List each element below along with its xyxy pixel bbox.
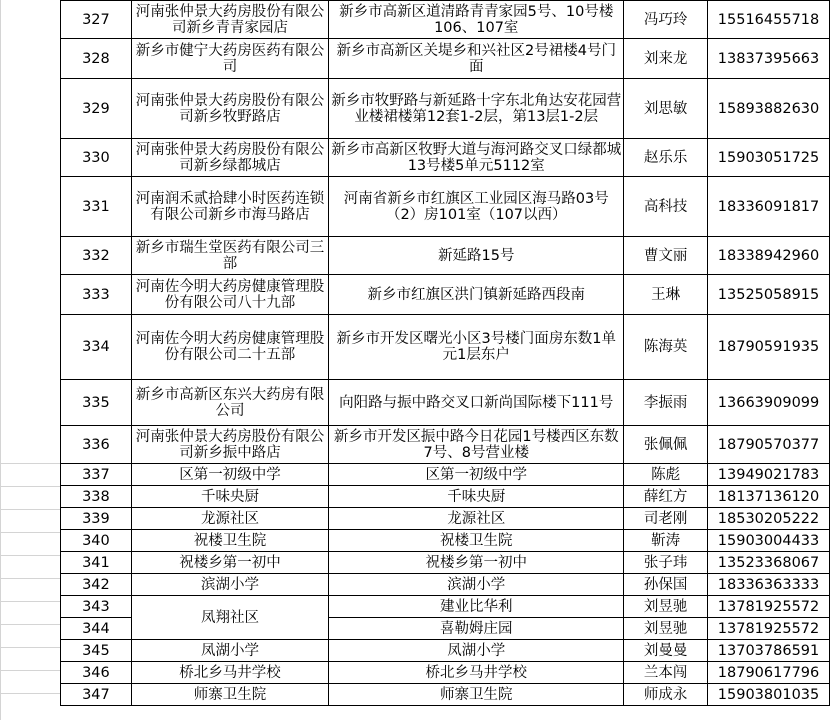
- cell-address[interactable]: 滨湖小学: [329, 574, 624, 596]
- gridline: [0, 578, 60, 579]
- cell-address[interactable]: 区第一初级中学: [329, 464, 624, 486]
- cell-phone[interactable]: 18790591935: [708, 315, 830, 380]
- cell-phone[interactable]: 13525058915: [708, 275, 830, 315]
- gridline: [0, 555, 60, 556]
- cell-phone[interactable]: 13781925572: [708, 618, 830, 640]
- table-row: [61, 275, 830, 315]
- cell-phone[interactable]: 15903004433: [708, 530, 830, 552]
- cell-name[interactable]: 河南润禾贰拾肆小时医药连锁有限公司新乡市海马路店: [131, 177, 328, 237]
- cell-name[interactable]: 河南佐今明大药房健康管理股份有限公司八十九部: [131, 275, 328, 315]
- cell-address[interactable]: 龙源社区: [329, 508, 624, 530]
- cell-contact[interactable]: 孙保国: [624, 574, 708, 596]
- cell-contact[interactable]: 冯巧玲: [624, 1, 708, 39]
- table-row: [61, 508, 830, 530]
- cell-phone[interactable]: 18336091817: [708, 177, 830, 237]
- cell-name[interactable]: 祝楼乡第一初中: [131, 552, 328, 574]
- cell-number[interactable]: 343: [61, 596, 132, 618]
- cell-contact[interactable]: 司老刚: [624, 508, 708, 530]
- cell-number[interactable]: 330: [61, 139, 132, 177]
- cell-address[interactable]: 凤湖小学: [329, 640, 624, 662]
- cell-address[interactable]: 河南省新乡市红旗区工业园区海马路03号（2）房101室（107以西）: [329, 177, 624, 237]
- cell-number[interactable]: 346: [61, 662, 132, 684]
- cell-number[interactable]: 328: [61, 39, 132, 79]
- cell-name[interactable]: 桥北乡马井学校: [131, 662, 328, 684]
- cell-phone[interactable]: 18338942960: [708, 237, 830, 275]
- cell-address[interactable]: 千味央厨: [329, 486, 624, 508]
- cell-contact[interactable]: 李振雨: [624, 380, 708, 426]
- table-row: [61, 380, 830, 426]
- cell-address[interactable]: 新乡市牧野路与新延路十字东北角达安花园营业楼裙楼第12套1-2层，第13层1-2层: [329, 79, 624, 139]
- cell-contact[interactable]: 高科技: [624, 177, 708, 237]
- cell-contact[interactable]: 张子玮: [624, 552, 708, 574]
- cell-address[interactable]: 新乡市高新区关堤乡和兴社区2号裙楼4号门面: [329, 39, 624, 79]
- cell-address[interactable]: 祝楼乡第一初中: [329, 552, 624, 574]
- cell-address[interactable]: 新乡市开发区振中路今日花园1号楼西区东数7号、8号营业楼: [329, 426, 624, 464]
- gridline: [0, 693, 60, 694]
- cell-name[interactable]: 河南张仲景大药房股份有限公司新乡振中路店: [131, 426, 328, 464]
- cell-phone[interactable]: 15516455718: [708, 1, 830, 39]
- cell-phone[interactable]: 18790617796: [708, 662, 830, 684]
- cell-address[interactable]: 建业比华利: [329, 596, 624, 618]
- cell-phone[interactable]: 15903051725: [708, 139, 830, 177]
- cell-name[interactable]: 师寨卫生院: [131, 684, 328, 706]
- table-row: [61, 596, 830, 618]
- gridline: [0, 647, 60, 648]
- cell-phone[interactable]: 13663909099: [708, 380, 830, 426]
- cell-contact[interactable]: 刘来龙: [624, 39, 708, 79]
- cell-number[interactable]: 333: [61, 275, 132, 315]
- cell-contact[interactable]: 刘思敏: [624, 79, 708, 139]
- table-row: [61, 486, 830, 508]
- cell-contact[interactable]: 王琳: [624, 275, 708, 315]
- cell-address[interactable]: 祝楼卫生院: [329, 530, 624, 552]
- cell-name[interactable]: 凤翔社区: [131, 596, 328, 640]
- cell-phone[interactable]: 18336363333: [708, 574, 830, 596]
- cell-address[interactable]: 新乡市红旗区洪门镇新延路西段南: [329, 275, 624, 315]
- cell-address[interactable]: 新延路15号: [329, 237, 624, 275]
- cell-phone[interactable]: 13523368067: [708, 552, 830, 574]
- gridline: [0, 0, 1, 720]
- gridline: [0, 486, 60, 487]
- gridline: [0, 463, 60, 464]
- cell-number[interactable]: 340: [61, 530, 132, 552]
- cell-contact[interactable]: 兰本闯: [624, 662, 708, 684]
- cell-name[interactable]: 河南张仲景大药房股份有限公司新乡绿都城店: [131, 139, 328, 177]
- cell-contact[interactable]: 陈海英: [624, 315, 708, 380]
- cell-number[interactable]: 344: [61, 618, 132, 640]
- table-row: [61, 640, 830, 662]
- cell-address[interactable]: 向阳路与振中路交叉口新尚国际楼下111号: [329, 380, 624, 426]
- cell-name[interactable]: 凤湖小学: [131, 640, 328, 662]
- cell-contact[interactable]: 刘昱驰: [624, 618, 708, 640]
- table-row: [61, 552, 830, 574]
- cell-number[interactable]: 342: [61, 574, 132, 596]
- cell-contact[interactable]: 师成永: [624, 684, 708, 706]
- cell-number[interactable]: 336: [61, 426, 132, 464]
- cell-name[interactable]: 千味央厨: [131, 486, 328, 508]
- cell-name[interactable]: 滨湖小学: [131, 574, 328, 596]
- cell-name[interactable]: 新乡市高新区东兴大药房有限公司: [131, 380, 328, 426]
- cell-address[interactable]: 新乡市开发区曙光小区3号楼门面房东数1单元1层东户: [329, 315, 624, 380]
- cell-number[interactable]: 335: [61, 380, 132, 426]
- table-row: [61, 530, 830, 552]
- cell-name[interactable]: 区第一初级中学: [131, 464, 328, 486]
- cell-number[interactable]: 327: [61, 1, 132, 39]
- cell-number[interactable]: 337: [61, 464, 132, 486]
- table-row: [61, 662, 830, 684]
- cell-name[interactable]: 新乡市瑞生堂医药有限公司三部: [131, 237, 328, 275]
- table-row: [61, 79, 830, 139]
- cell-phone[interactable]: 13837395663: [708, 39, 830, 79]
- cell-number[interactable]: 334: [61, 315, 132, 380]
- cell-contact[interactable]: 张佩佩: [624, 426, 708, 464]
- table-row: [61, 464, 830, 486]
- cell-address[interactable]: 新乡市高新区道清路青青家园5号、10号楼106、107室: [329, 1, 624, 39]
- table-row: [61, 574, 830, 596]
- gridline: [0, 624, 60, 625]
- table-row: [61, 426, 830, 464]
- cell-phone[interactable]: 15893882630: [708, 79, 830, 139]
- table-row: [61, 315, 830, 380]
- cell-contact[interactable]: 曹文丽: [624, 237, 708, 275]
- table-row: [61, 1, 830, 39]
- table-row: [61, 237, 830, 275]
- cell-number[interactable]: 347: [61, 684, 132, 706]
- cell-contact[interactable]: 刘曼曼: [624, 640, 708, 662]
- cell-contact[interactable]: 陈彪: [624, 464, 708, 486]
- cell-address[interactable]: 师寨卫生院: [329, 684, 624, 706]
- table-row: [61, 39, 830, 79]
- gridline: [0, 509, 60, 510]
- cell-name[interactable]: 新乡市健宁大药房医药有限公司: [131, 39, 328, 79]
- cell-number[interactable]: 341: [61, 552, 132, 574]
- cell-address[interactable]: 新乡市高新区牧野大道与海河路交叉口绿都城13号楼5单元5112室: [329, 139, 624, 177]
- cell-contact[interactable]: 赵乐乐: [624, 139, 708, 177]
- table-row: [61, 684, 830, 706]
- cell-name[interactable]: 祝楼卫生院: [131, 530, 328, 552]
- gridline: [0, 670, 60, 671]
- cell-name[interactable]: 河南张仲景大药房股份有限公司新乡青青家园店: [131, 1, 328, 39]
- pharmacy-list-table: [60, 0, 830, 706]
- cell-phone[interactable]: 13703786591: [708, 640, 830, 662]
- gridline: [0, 532, 60, 533]
- table-row: [61, 139, 830, 177]
- cell-number[interactable]: 332: [61, 237, 132, 275]
- cell-phone[interactable]: 13949021783: [708, 464, 830, 486]
- cell-contact[interactable]: 靳涛: [624, 530, 708, 552]
- table-row: [61, 177, 830, 237]
- cell-phone[interactable]: 15903801035: [708, 684, 830, 706]
- cell-phone[interactable]: 18790570377: [708, 426, 830, 464]
- cell-name[interactable]: 河南佐今明大药房健康管理股份有限公司二十五部: [131, 315, 328, 380]
- cell-name[interactable]: 河南张仲景大药房股份有限公司新乡牧野路店: [131, 79, 328, 139]
- cell-phone[interactable]: 18530205222: [708, 508, 830, 530]
- gridline: [0, 601, 60, 602]
- cell-number[interactable]: 339: [61, 508, 132, 530]
- cell-contact[interactable]: 薛红方: [624, 486, 708, 508]
- cell-number[interactable]: 329: [61, 79, 132, 139]
- cell-address[interactable]: 喜勒姆庄园: [329, 618, 624, 640]
- cell-number[interactable]: 338: [61, 486, 132, 508]
- cell-phone[interactable]: 13781925572: [708, 596, 830, 618]
- cell-address[interactable]: 桥北乡马井学校: [329, 662, 624, 684]
- cell-number[interactable]: 331: [61, 177, 132, 237]
- cell-phone[interactable]: 18137136120: [708, 486, 830, 508]
- cell-name[interactable]: 龙源社区: [131, 508, 328, 530]
- cell-number[interactable]: 345: [61, 640, 132, 662]
- cell-contact[interactable]: 刘昱驰: [624, 596, 708, 618]
